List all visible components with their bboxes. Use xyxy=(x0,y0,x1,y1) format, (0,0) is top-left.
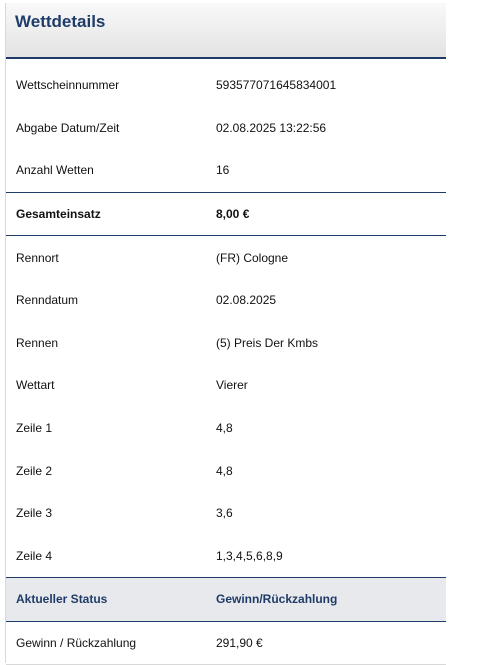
row-label: Rennen xyxy=(16,335,59,350)
page-title: Wettdetails xyxy=(15,12,106,31)
table-row-ticket-number xyxy=(6,64,446,107)
row-value: 4,8 xyxy=(216,421,233,436)
table-row-race-location xyxy=(6,235,446,279)
row-value: 291,90 € xyxy=(216,636,263,651)
row-value: 1,3,4,5,6,8,9 xyxy=(216,548,283,563)
table-row-race-date xyxy=(6,279,446,322)
panel-header xyxy=(6,3,446,59)
row-label: Zeile 3 xyxy=(16,506,53,521)
row-label: Wettscheinnummer xyxy=(16,78,120,93)
row-label: Zeile 4 xyxy=(16,548,53,563)
row-value: 593577071645834001 xyxy=(216,78,337,93)
row-label: Rennort xyxy=(16,250,59,265)
table-row-line-2 xyxy=(6,449,446,492)
status-header-row xyxy=(6,577,446,622)
details-table xyxy=(6,64,446,665)
row-label: Anzahl Wetten xyxy=(16,163,94,178)
row-label: Zeile 1 xyxy=(16,421,53,436)
row-value: Vierer xyxy=(216,378,248,393)
table-row-submit-time xyxy=(6,107,446,150)
table-row-race xyxy=(6,322,446,365)
row-value: 8,00 € xyxy=(216,207,250,222)
row-value: 02.08.2025 13:22:56 xyxy=(216,120,327,135)
row-label: Renndatum xyxy=(16,293,79,308)
status-label: Aktueller Status xyxy=(16,592,108,607)
row-value: 16 xyxy=(216,163,230,178)
row-value: 3,6 xyxy=(216,506,233,521)
table-row-bet-count xyxy=(6,149,446,192)
row-label: Abgabe Datum/Zeit xyxy=(16,120,120,135)
table-row-payout xyxy=(6,622,446,665)
row-label: Gewinn / Rückzahlung xyxy=(16,636,137,651)
table-row-line-3 xyxy=(6,492,446,535)
table-row-line-4 xyxy=(6,535,446,578)
row-value: 4,8 xyxy=(216,463,233,478)
bet-details-panel xyxy=(5,3,446,663)
row-value: (5) Preis Der Kmbs xyxy=(216,335,319,350)
table-row-bet-type xyxy=(6,364,446,407)
table-row-total-stake xyxy=(6,192,446,236)
row-label: Wettart xyxy=(16,378,55,393)
row-label: Zeile 2 xyxy=(16,463,53,478)
table-row-line-1 xyxy=(6,407,446,450)
status-value: Gewinn/Rückzahlung xyxy=(216,592,338,607)
row-value: 02.08.2025 xyxy=(216,293,277,308)
row-label: Gesamteinsatz xyxy=(16,207,101,222)
row-value: (FR) Cologne xyxy=(216,250,289,265)
